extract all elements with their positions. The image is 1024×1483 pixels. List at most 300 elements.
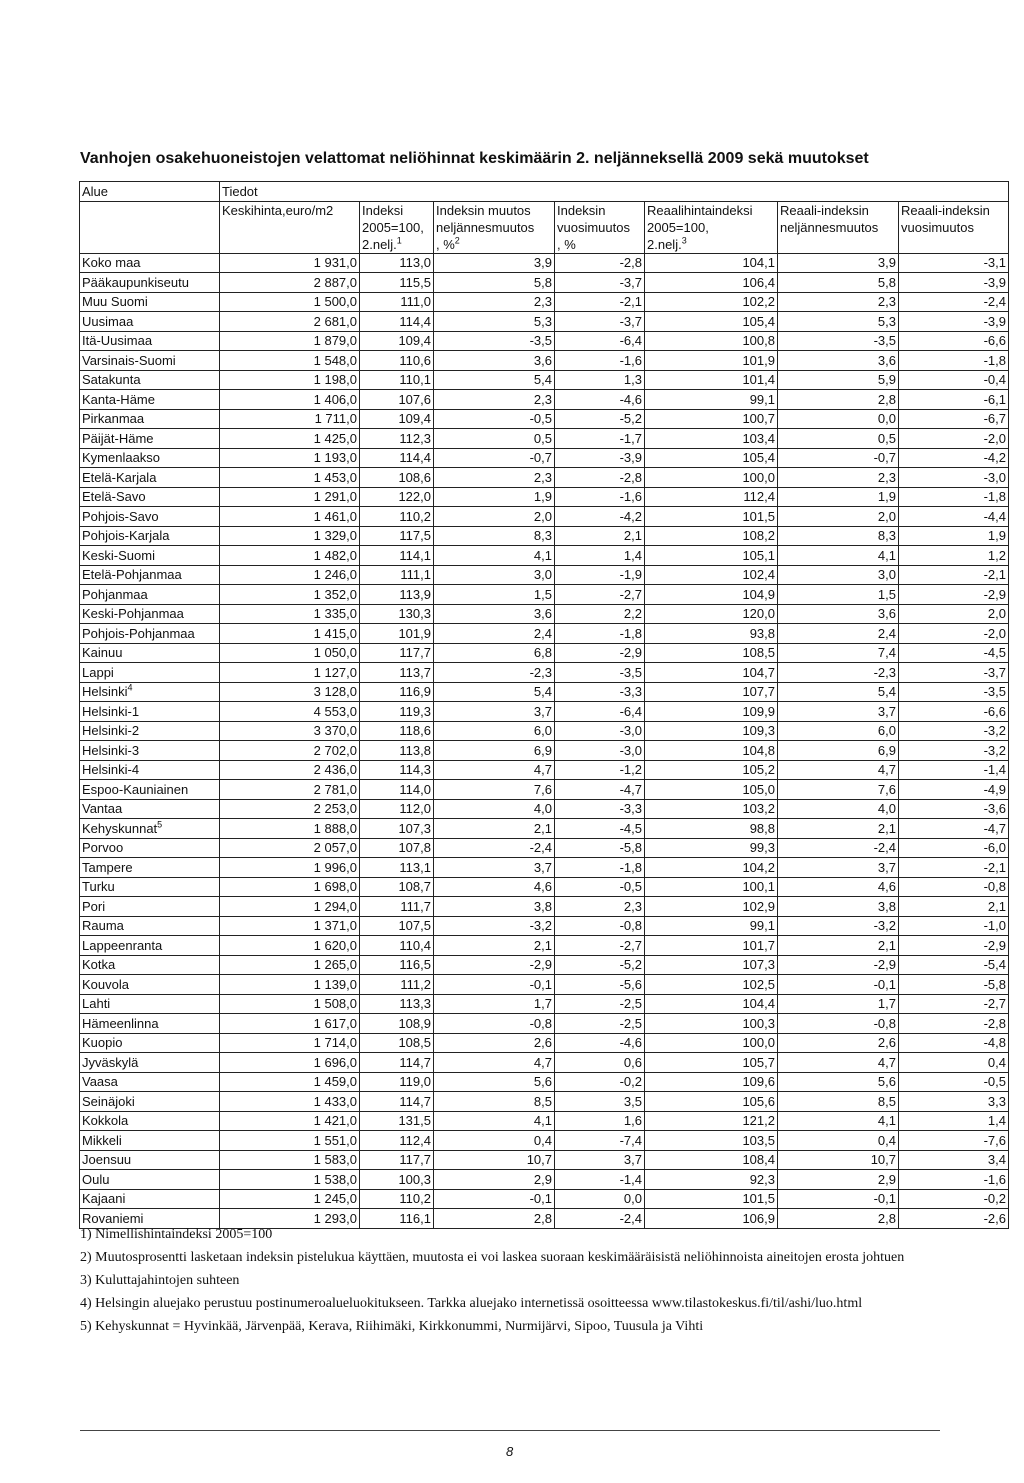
footnote-1: 1) Nimellishintaindeksi 2005=100 xyxy=(80,1227,273,1242)
value-cell: 4,0 xyxy=(434,799,555,819)
column-header-line2: neljännesmuutos xyxy=(436,219,535,235)
value-cell: 113,1 xyxy=(360,858,434,878)
value-cell: 100,8 xyxy=(645,331,778,351)
area-name-cell xyxy=(80,390,220,410)
area-name-cell xyxy=(80,585,220,605)
area-name: Etelä-Pohjanmaa xyxy=(82,567,182,583)
value-cell: 1,5 xyxy=(778,585,899,605)
area-name-cell xyxy=(80,1092,220,1112)
area-name: Vaasa xyxy=(82,1074,118,1090)
footnote-2: 2) Muutosprosentti lasketaan indeksin pistelukua käyttäen, muutosta ei voi laskea suoraan keskimääräisistä neliöhinnoista aineitojen erosta johtuen xyxy=(80,1250,905,1265)
value-cell: 99,1 xyxy=(645,916,778,936)
table-row xyxy=(80,390,1009,410)
value-cell: 2,6 xyxy=(434,1033,555,1053)
value-cell: 2,3 xyxy=(434,390,555,410)
value-cell: 5,4 xyxy=(778,682,899,702)
value-cell: 4,7 xyxy=(778,1053,899,1073)
value-cell: -1,6 xyxy=(555,351,645,371)
value-cell: -2,3 xyxy=(434,663,555,683)
table-row xyxy=(80,565,1009,585)
value-cell: 102,2 xyxy=(645,292,778,312)
value-cell: -1,8 xyxy=(555,858,645,878)
value-cell: 118,6 xyxy=(360,721,434,741)
table-row xyxy=(80,273,1009,293)
value-cell: 5,4 xyxy=(434,370,555,390)
value-cell: 101,9 xyxy=(360,624,434,644)
value-cell: -2,9 xyxy=(899,936,1009,956)
value-cell: -2,0 xyxy=(899,429,1009,449)
value-cell: 109,6 xyxy=(645,1072,778,1092)
value-cell: -2,5 xyxy=(555,1014,645,1034)
value-cell: 1 696,0 xyxy=(220,1053,360,1073)
table-row xyxy=(80,1131,1009,1151)
value-cell: 1 583,0 xyxy=(220,1150,360,1170)
value-cell: 2 702,0 xyxy=(220,741,360,761)
value-cell: 2,1 xyxy=(434,936,555,956)
value-cell: 105,2 xyxy=(645,760,778,780)
value-cell: 3,7 xyxy=(434,858,555,878)
value-cell: 106,9 xyxy=(645,1209,778,1229)
value-cell: 3,6 xyxy=(778,351,899,371)
value-cell: 5,9 xyxy=(778,370,899,390)
area-name: Kuopio xyxy=(82,1035,123,1051)
value-cell: -6,4 xyxy=(555,702,645,722)
value-cell: -3,0 xyxy=(899,468,1009,488)
value-cell: 0,4 xyxy=(434,1131,555,1151)
value-cell: 1 461,0 xyxy=(220,507,360,527)
value-cell: 101,5 xyxy=(645,1189,778,1209)
header-tiedot: Tiedot xyxy=(220,182,1009,202)
value-cell: 110,4 xyxy=(360,936,434,956)
value-cell: 113,0 xyxy=(360,253,434,273)
value-cell: 2,0 xyxy=(899,604,1009,624)
value-cell: 108,4 xyxy=(645,1150,778,1170)
value-cell: -0,8 xyxy=(434,1014,555,1034)
area-name-cell xyxy=(80,760,220,780)
value-cell: 130,3 xyxy=(360,604,434,624)
value-cell: 104,7 xyxy=(645,663,778,683)
footnote-5: 5) Kehyskunnat = Hyvinkää, Järvenpää, Kerava, Riihimäki, Kirkkonummi, Nurmijärvi, Sipoo, Tuusula ja Vihti xyxy=(80,1319,704,1334)
value-cell: 3,5 xyxy=(555,1092,645,1112)
value-cell: 1 050,0 xyxy=(220,643,360,663)
value-cell: 109,3 xyxy=(645,721,778,741)
value-cell: 108,5 xyxy=(645,643,778,663)
value-cell: 1 617,0 xyxy=(220,1014,360,1034)
value-cell: 1 879,0 xyxy=(220,331,360,351)
value-cell: -1,6 xyxy=(555,487,645,507)
value-cell: 3,8 xyxy=(434,897,555,917)
value-cell: 114,4 xyxy=(360,448,434,468)
value-cell: -2,8 xyxy=(555,468,645,488)
value-cell: -1,2 xyxy=(555,760,645,780)
value-cell: -3,3 xyxy=(555,799,645,819)
footnote-marker: 2 xyxy=(454,235,460,246)
value-cell: 108,2 xyxy=(645,526,778,546)
area-name-cell xyxy=(80,936,220,956)
area-name-cell xyxy=(80,409,220,429)
value-cell: -3,5 xyxy=(899,682,1009,702)
value-cell: -2,9 xyxy=(555,643,645,663)
area-name: Espoo-Kauniainen xyxy=(82,781,189,797)
price-table xyxy=(79,181,1009,1229)
value-cell: 3,8 xyxy=(778,897,899,917)
table-row xyxy=(80,819,1009,839)
value-cell: 1 294,0 xyxy=(220,897,360,917)
value-cell: 5,8 xyxy=(434,273,555,293)
value-cell: 4,1 xyxy=(434,546,555,566)
value-cell: 117,7 xyxy=(360,643,434,663)
value-cell: 115,5 xyxy=(360,273,434,293)
value-cell: 2,3 xyxy=(434,292,555,312)
value-cell: 1,4 xyxy=(899,1111,1009,1131)
value-cell: 101,7 xyxy=(645,936,778,956)
value-cell: 119,0 xyxy=(360,1072,434,1092)
value-cell: -0,1 xyxy=(778,975,899,995)
value-cell: -1,8 xyxy=(899,487,1009,507)
value-cell: 0,5 xyxy=(434,429,555,449)
area-name: Kainuu xyxy=(82,645,123,661)
column-header-line3 xyxy=(362,236,431,253)
value-cell: -6,0 xyxy=(899,838,1009,858)
area-name-cell xyxy=(80,858,220,878)
column-header-line1: Indeksin muutos xyxy=(436,202,531,218)
value-cell: -3,2 xyxy=(899,721,1009,741)
value-cell: -4,4 xyxy=(899,507,1009,527)
value-cell: 1 508,0 xyxy=(220,994,360,1014)
value-cell: 1 291,0 xyxy=(220,487,360,507)
value-cell: -0,1 xyxy=(434,975,555,995)
value-cell: -3,5 xyxy=(555,663,645,683)
value-cell: 104,2 xyxy=(645,858,778,878)
value-cell: 105,1 xyxy=(645,546,778,566)
value-cell: 1 711,0 xyxy=(220,409,360,429)
value-cell: -3,3 xyxy=(555,682,645,702)
value-cell: 1 415,0 xyxy=(220,624,360,644)
value-cell: 2,8 xyxy=(778,1209,899,1229)
table-row xyxy=(80,760,1009,780)
table-row xyxy=(80,351,1009,371)
area-name: Pohjois-Savo xyxy=(82,508,159,524)
value-cell: -1,9 xyxy=(555,565,645,585)
value-cell: 105,4 xyxy=(645,448,778,468)
value-cell: 1,7 xyxy=(778,994,899,1014)
value-cell: 3,4 xyxy=(899,1150,1009,1170)
value-cell: 122,0 xyxy=(360,487,434,507)
value-cell: 1 265,0 xyxy=(220,955,360,975)
value-cell: 111,0 xyxy=(360,292,434,312)
value-cell: 2,1 xyxy=(778,819,899,839)
value-cell: 105,7 xyxy=(645,1053,778,1073)
area-name: Koko maa xyxy=(82,255,141,271)
value-cell: 114,1 xyxy=(360,546,434,566)
value-cell: 1 139,0 xyxy=(220,975,360,995)
area-name: Kanta-Häme xyxy=(82,391,155,407)
area-name-cell xyxy=(80,526,220,546)
area-name-cell xyxy=(80,975,220,995)
column-header-line2: 2005=100, xyxy=(647,219,709,235)
value-cell: 102,4 xyxy=(645,565,778,585)
value-cell: 3 370,0 xyxy=(220,721,360,741)
column-header-line2: 2005=100, xyxy=(362,219,424,235)
column-header-line2: neljännesmuutos xyxy=(780,219,879,235)
value-cell: -1,4 xyxy=(899,760,1009,780)
value-cell: 4,7 xyxy=(434,760,555,780)
area-name-cell xyxy=(80,780,220,800)
value-cell: -2,1 xyxy=(899,858,1009,878)
area-name-cell xyxy=(80,253,220,273)
value-cell: -6,6 xyxy=(899,702,1009,722)
value-cell: 2,1 xyxy=(778,936,899,956)
value-cell: 1 620,0 xyxy=(220,936,360,956)
value-cell: 114,0 xyxy=(360,780,434,800)
value-cell: 1 421,0 xyxy=(220,1111,360,1131)
value-cell: -1,8 xyxy=(555,624,645,644)
value-cell: 1 245,0 xyxy=(220,1189,360,1209)
value-cell: 111,7 xyxy=(360,897,434,917)
value-cell: 8,3 xyxy=(434,526,555,546)
value-cell: -2,8 xyxy=(899,1014,1009,1034)
area-name-cell xyxy=(80,702,220,722)
value-cell: -0,5 xyxy=(555,877,645,897)
value-cell: 1 433,0 xyxy=(220,1092,360,1112)
table-row xyxy=(80,780,1009,800)
footnotes xyxy=(80,1226,960,1341)
value-cell: -3,2 xyxy=(434,916,555,936)
value-cell: 1 198,0 xyxy=(220,370,360,390)
area-name: Satakunta xyxy=(82,372,141,388)
column-header-line1: Indeksin xyxy=(557,202,606,218)
column-header-line3 xyxy=(647,236,775,253)
table-row xyxy=(80,838,1009,858)
value-cell: 1 996,0 xyxy=(220,858,360,878)
value-cell: -0,8 xyxy=(555,916,645,936)
value-cell: -3,0 xyxy=(555,741,645,761)
value-cell: 1,6 xyxy=(555,1111,645,1131)
value-cell: -1,6 xyxy=(899,1170,1009,1190)
value-cell: 103,2 xyxy=(645,799,778,819)
area-name-cell xyxy=(80,916,220,936)
area-name-cell xyxy=(80,273,220,293)
table-row xyxy=(80,975,1009,995)
value-cell: -3,7 xyxy=(555,273,645,293)
value-cell: 8,3 xyxy=(778,526,899,546)
area-name-cell xyxy=(80,604,220,624)
value-cell: 3,9 xyxy=(434,253,555,273)
value-cell: 3,0 xyxy=(778,565,899,585)
area-name-cell xyxy=(80,838,220,858)
area-name-cell xyxy=(80,682,220,702)
area-name: Pohjanmaa xyxy=(82,586,148,602)
column-header-line1: Keskihinta,euro/m2 xyxy=(222,202,334,218)
value-cell: 0,5 xyxy=(778,429,899,449)
area-name-cell xyxy=(80,819,220,839)
footnote-marker: 3 xyxy=(681,235,687,246)
area-name: Joensuu xyxy=(82,1152,132,1168)
value-cell: 1,4 xyxy=(555,546,645,566)
value-cell: 104,9 xyxy=(645,585,778,605)
value-cell: 105,0 xyxy=(645,780,778,800)
value-cell: -3,7 xyxy=(555,312,645,332)
area-name: Helsinki xyxy=(82,684,128,700)
value-cell: 116,1 xyxy=(360,1209,434,1229)
area-name-cell xyxy=(80,487,220,507)
header-row-columns xyxy=(80,201,1009,253)
area-name-cell xyxy=(80,448,220,468)
value-cell: -5,4 xyxy=(899,955,1009,975)
value-cell: 119,3 xyxy=(360,702,434,722)
value-cell: 1,5 xyxy=(434,585,555,605)
value-cell: -0,8 xyxy=(899,877,1009,897)
value-cell: 6,9 xyxy=(778,741,899,761)
value-cell: 105,4 xyxy=(645,312,778,332)
area-name: Kajaani xyxy=(82,1191,126,1207)
value-cell: 7,6 xyxy=(434,780,555,800)
value-cell: 10,7 xyxy=(434,1150,555,1170)
area-name-cell xyxy=(80,468,220,488)
value-cell: 101,4 xyxy=(645,370,778,390)
value-cell: -0,1 xyxy=(434,1189,555,1209)
value-cell: -0,2 xyxy=(555,1072,645,1092)
value-cell: 2,1 xyxy=(555,526,645,546)
value-cell: 110,6 xyxy=(360,351,434,371)
value-cell: 113,3 xyxy=(360,994,434,1014)
area-name: Pääkaupunkiseutu xyxy=(82,274,189,290)
table-row xyxy=(80,292,1009,312)
table-row xyxy=(80,1170,1009,1190)
value-cell: 114,7 xyxy=(360,1092,434,1112)
value-cell: -6,6 xyxy=(899,331,1009,351)
value-cell: 112,4 xyxy=(360,1131,434,1151)
value-cell: 107,6 xyxy=(360,390,434,410)
value-cell: 2,9 xyxy=(434,1170,555,1190)
value-cell: -2,7 xyxy=(555,585,645,605)
area-name: Itä-Uusimaa xyxy=(82,333,153,349)
value-cell: 1,7 xyxy=(434,994,555,1014)
value-cell: 1 698,0 xyxy=(220,877,360,897)
area-name: Keski-Pohjanmaa xyxy=(82,606,184,622)
value-cell: 107,3 xyxy=(360,819,434,839)
value-cell: 1 352,0 xyxy=(220,585,360,605)
value-cell: 103,5 xyxy=(645,1131,778,1151)
value-cell: 1 482,0 xyxy=(220,546,360,566)
value-cell: -3,9 xyxy=(899,273,1009,293)
value-cell: 2 681,0 xyxy=(220,312,360,332)
value-cell: 101,5 xyxy=(645,507,778,527)
area-name: Uusimaa xyxy=(82,313,134,329)
value-cell: 3 128,0 xyxy=(220,682,360,702)
area-name-cell xyxy=(80,546,220,566)
value-cell: -2,9 xyxy=(778,955,899,975)
value-cell: -1,0 xyxy=(899,916,1009,936)
value-cell: 99,3 xyxy=(645,838,778,858)
value-cell: 5,6 xyxy=(434,1072,555,1092)
value-cell: 114,7 xyxy=(360,1053,434,1073)
value-cell: -2,8 xyxy=(555,253,645,273)
area-name-cell xyxy=(80,1131,220,1151)
footnote-3: 3) Kuluttajahintojen suhteen xyxy=(80,1273,240,1288)
value-cell: 1 293,0 xyxy=(220,1209,360,1229)
area-name-cell xyxy=(80,565,220,585)
value-cell: -3,9 xyxy=(899,312,1009,332)
area-name: Keski-Suomi xyxy=(82,547,155,563)
area-name: Helsinki-2 xyxy=(82,723,140,739)
area-name-cell xyxy=(80,1014,220,1034)
table-row xyxy=(80,936,1009,956)
value-cell: 107,5 xyxy=(360,916,434,936)
value-cell: 1 193,0 xyxy=(220,448,360,468)
value-cell: 109,4 xyxy=(360,331,434,351)
area-name-cell xyxy=(80,1111,220,1131)
value-cell: 99,1 xyxy=(645,390,778,410)
footnote-4: 4) Helsingin aluejako perustuu postinumeroalueluokitukseen. Tarkka aluejako internetissä osoitteessa www.tilastokeskus.fi/til/ashi/luo.html xyxy=(80,1296,863,1311)
value-cell: -6,1 xyxy=(899,390,1009,410)
table-row xyxy=(80,1189,1009,1209)
value-cell: -5,6 xyxy=(555,975,645,995)
column-header-line3-text: , % xyxy=(436,236,455,252)
column-header-line1: Indeksi xyxy=(362,202,404,218)
value-cell: 1,2 xyxy=(899,546,1009,566)
column-header-line3 xyxy=(436,236,552,253)
area-name-cell xyxy=(80,624,220,644)
value-cell: 2 253,0 xyxy=(220,799,360,819)
value-cell: -2,6 xyxy=(899,1209,1009,1229)
value-cell: 100,0 xyxy=(645,468,778,488)
table-row xyxy=(80,897,1009,917)
area-name-cell xyxy=(80,1150,220,1170)
value-cell: 1 246,0 xyxy=(220,565,360,585)
value-cell: -0,2 xyxy=(899,1189,1009,1209)
value-cell: -1,8 xyxy=(899,351,1009,371)
value-cell: 8,5 xyxy=(434,1092,555,1112)
area-name: Varsinais-Suomi xyxy=(82,352,176,368)
value-cell: -4,5 xyxy=(555,819,645,839)
value-cell: 111,2 xyxy=(360,975,434,995)
value-cell: 3,9 xyxy=(778,253,899,273)
value-cell: 1 406,0 xyxy=(220,390,360,410)
header-alue: Alue xyxy=(80,182,220,202)
table-row xyxy=(80,507,1009,527)
area-name: Rovaniemi xyxy=(82,1210,144,1226)
table-row xyxy=(80,702,1009,722)
table-row xyxy=(80,721,1009,741)
value-cell: -3,2 xyxy=(899,741,1009,761)
column-header-2 xyxy=(360,201,434,253)
value-cell: 1,9 xyxy=(434,487,555,507)
value-cell: 5,6 xyxy=(778,1072,899,1092)
value-cell: -6,4 xyxy=(555,331,645,351)
value-cell: -5,8 xyxy=(899,975,1009,995)
value-cell: 6,0 xyxy=(778,721,899,741)
value-cell: 6,8 xyxy=(434,643,555,663)
table-row xyxy=(80,409,1009,429)
table-row xyxy=(80,370,1009,390)
value-cell: 4,7 xyxy=(434,1053,555,1073)
table-row xyxy=(80,1072,1009,1092)
table-row xyxy=(80,643,1009,663)
table-row xyxy=(80,877,1009,897)
value-cell: 107,3 xyxy=(645,955,778,975)
value-cell: 2,4 xyxy=(778,624,899,644)
value-cell: 100,1 xyxy=(645,877,778,897)
value-cell: 113,8 xyxy=(360,741,434,761)
value-cell: -0,8 xyxy=(778,1014,899,1034)
value-cell: -4,8 xyxy=(899,1033,1009,1053)
area-name: Tampere xyxy=(82,859,133,875)
area-name-cell xyxy=(80,643,220,663)
value-cell: 102,5 xyxy=(645,975,778,995)
table-row xyxy=(80,916,1009,936)
area-name: Turku xyxy=(82,879,115,895)
